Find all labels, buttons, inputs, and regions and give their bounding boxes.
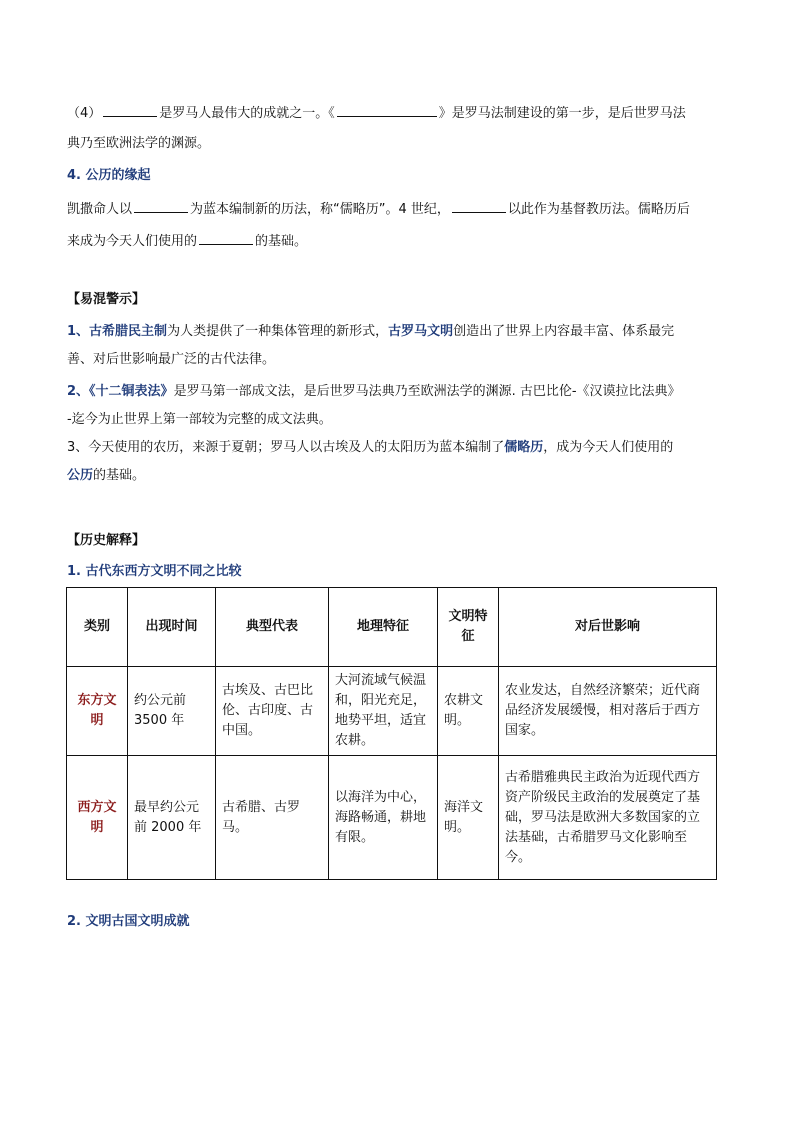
section4-title: 4. 公历的缘起	[67, 168, 151, 183]
warning-p1-num: 1、	[67, 324, 90, 339]
warning-title: 【易混警示】	[67, 292, 146, 307]
table-row	[67, 756, 717, 880]
table-header: 地理特征	[329, 588, 438, 667]
warning-text: 的基础。	[93, 468, 146, 483]
representative-cell: 古希腊、古罗马。	[216, 756, 329, 880]
time-cell: 约公元前 3500 年	[128, 667, 216, 756]
answer-blank[interactable]	[103, 103, 157, 117]
s4-text-a: 凯撒命人以	[67, 202, 133, 217]
warning-p2-num: 2、	[67, 384, 90, 399]
warning-p1-line2: 善、对后世影响最广泛的古代法律。	[67, 352, 276, 367]
feature-cell: 海洋文明。	[438, 756, 499, 880]
s4-text-e: 的基础。	[255, 234, 308, 249]
geography-cell: 大河流域气候温和，阳光充足，地势平坦，适宜农耕。	[329, 667, 438, 756]
category-cell: 西方文明	[67, 756, 128, 880]
table-header: 对后世影响	[499, 588, 717, 667]
table-header: 类别	[67, 588, 128, 667]
history-sub1: 1. 古代东西方文明不同之比较	[67, 564, 242, 579]
history-title: 【历史解释】	[67, 533, 146, 548]
warning-text: 是罗马第一部成文法，是后世罗马法典乃至欧洲法学的渊源. 古巴比伦-《汉谟拉比法典》	[173, 384, 681, 399]
table-header: 出现时间	[128, 588, 216, 667]
answer-blank[interactable]	[199, 231, 253, 245]
warning-term: 古罗马文明	[388, 324, 454, 339]
comparison-table	[66, 587, 717, 880]
warning-p3-line1	[67, 439, 727, 457]
answer-blank[interactable]	[337, 103, 437, 117]
warning-text: ，成为今天人们使用的	[543, 440, 674, 455]
warning-p1-line1	[67, 323, 727, 341]
q4-prefix: （4）	[67, 106, 102, 121]
warning-p3-line2	[67, 467, 727, 485]
category-cell: 东方文明	[67, 667, 128, 756]
representative-cell: 古埃及、古巴比伦、古印度、古中国。	[216, 667, 329, 756]
q4-text-2: 》是罗马法制建设的第一步，是后世罗马法	[438, 106, 686, 121]
answer-blank[interactable]	[134, 199, 188, 213]
warning-text: 为人类提供了一种集体管理的新形式，	[167, 324, 389, 339]
warning-term: 古希腊民主制	[89, 324, 168, 339]
warning-p2-line1	[67, 383, 727, 401]
q4-text-1: 是罗马人最伟大的成就之一。《	[159, 106, 335, 121]
table-header: 文明特征	[438, 588, 499, 667]
answer-blank[interactable]	[452, 199, 506, 213]
warning-term: 儒略历	[504, 440, 544, 455]
s4-text-d: 来成为今天人们使用的	[67, 234, 198, 249]
table-header: 典型代表	[216, 588, 329, 667]
warning-term: 公历	[67, 468, 94, 483]
table-row	[67, 667, 717, 756]
time-cell: 最早约公元前 2000 年	[128, 756, 216, 880]
warning-text: 创造出了世界上内容最丰富、体系最完	[453, 324, 675, 339]
s4-text-b: 为蓝本编制新的历法，称“儒略历”。4 世纪，	[190, 202, 450, 217]
s4-text-c: 以此作为基督教历法。儒略历后	[507, 202, 690, 217]
warning-text: 3、今天使用的农历，来源于夏朝；罗马人以古埃及人的太阳历为蓝本编制了	[67, 440, 505, 455]
q4-line2: 典乃至欧洲法学的渊源。	[67, 136, 211, 151]
q4-line1	[67, 103, 727, 123]
section4-line1	[67, 199, 727, 219]
influence-cell: 农业发达，自然经济繁荣；近代商品经济发展缓慢，相对落后于西方国家。	[499, 667, 717, 756]
warning-p2-line2: -迄今为止世界上第一部较为完整的成文法典。	[67, 412, 332, 427]
geography-cell: 以海洋为中心，海路畅通，耕地有限。	[329, 756, 438, 880]
feature-cell: 农耕文明。	[438, 667, 499, 756]
table-header-row	[67, 588, 717, 667]
history-sub2: 2. 文明古国文明成就	[67, 914, 190, 929]
section4-line2	[67, 231, 727, 251]
influence-cell: 古希腊雅典民主政治为近现代西方资产阶级民主政治的发展奠定了基础，罗马法是欧洲大多数国家的立法基础，古希腊罗马文化影响至今。	[499, 756, 717, 880]
warning-term: 《十二铜表法》	[89, 384, 174, 399]
